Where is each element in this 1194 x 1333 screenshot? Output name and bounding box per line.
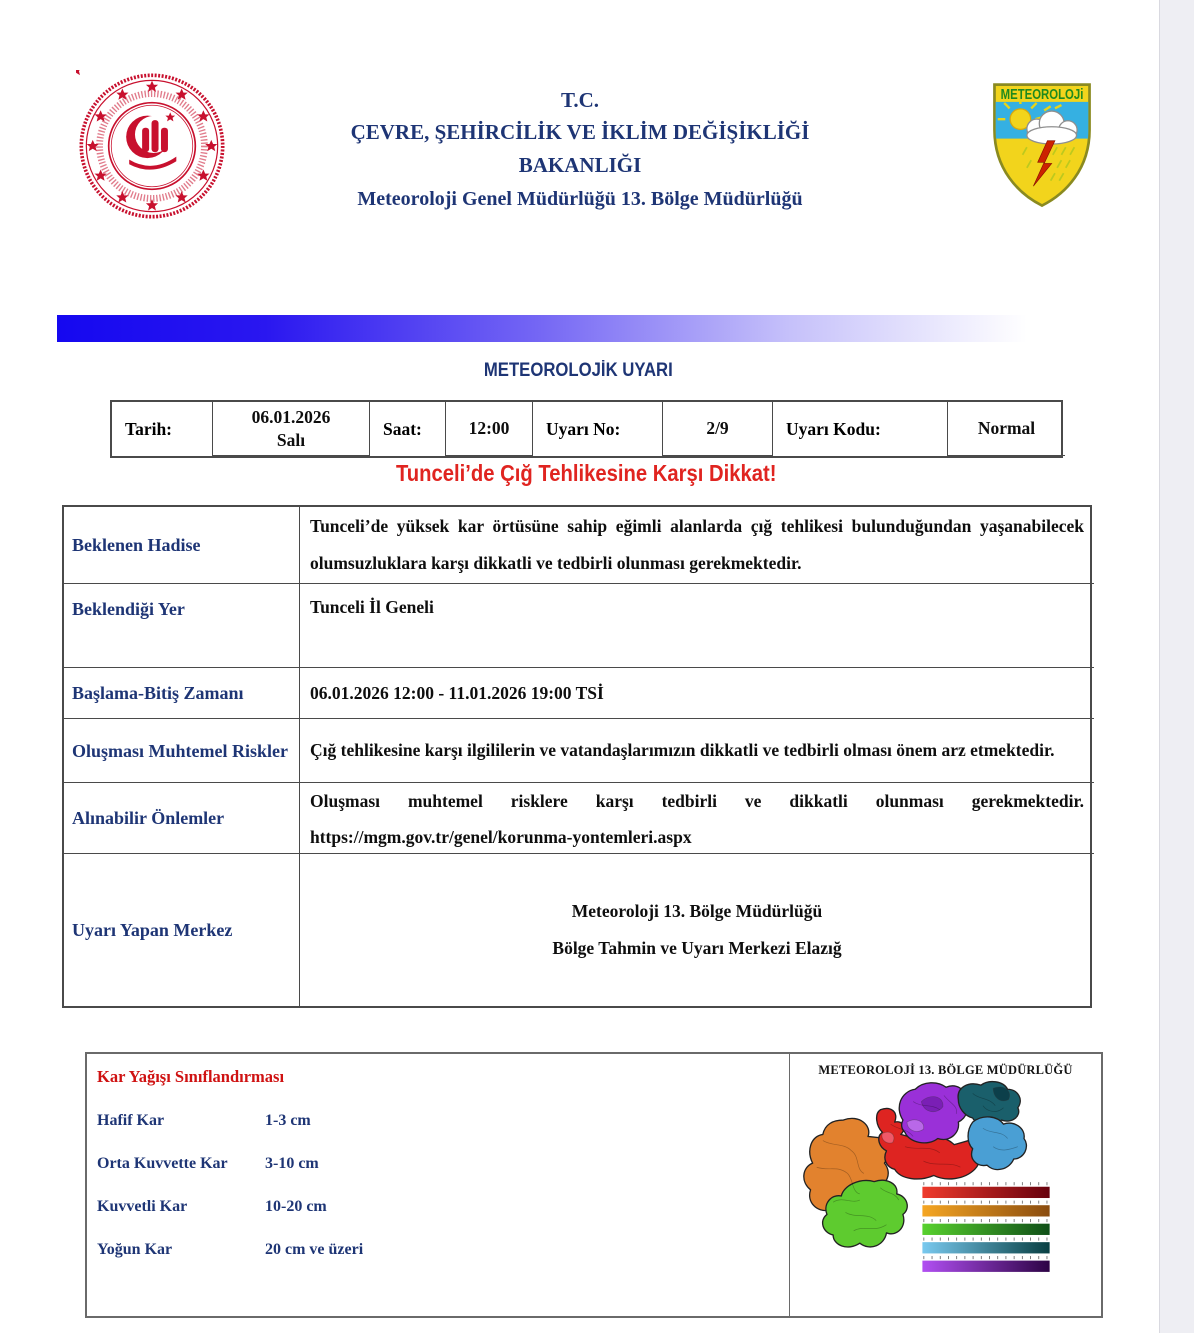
snow-classification-panel [87,1054,790,1316]
page-edge-strip [1159,0,1194,1333]
issuing-center-line1: Meteoroloji 13. Bölge Müdürlüğü [571,901,823,921]
warning-no-value: 2/9 [662,402,772,456]
region-map [792,1079,1100,1315]
snow-row-orta: Orta Kuvvette Kar 3-10 cm [97,1155,319,1172]
header-ministry-line2: BAKANLIĞI [518,153,642,177]
legend-bar-orange [922,1205,1049,1216]
snow-classification-title: Kar Yağışı Sınıflandırması [97,1067,285,1086]
map-region-blue [968,1117,1026,1170]
warning-code-value: Normal [947,402,1065,456]
warning-headline [110,460,1063,487]
snow-row-yogun: Yoğun Kar 20 cm ve üzeri [97,1241,364,1258]
header-department: Meteoroloji Genel Müdürlüğü 13. Bölge Müdürlüğü [357,188,803,210]
legend-bar-purple [922,1261,1049,1272]
snow-row-hafif: Hafif Kar 1-3 cm [97,1112,311,1129]
row-label-alinabilir-onlemler: Alınabilir Önlemler [64,783,300,854]
region-map-panel [790,1054,1101,1316]
legend-bar-green [922,1224,1049,1235]
row-value-baslama-bitis: 06.01.2026 12:00 - 11.01.2026 19:00 TSİ [300,668,1094,719]
row-value-beklendigi-yer: Tunceli İl Geneli [300,584,1094,668]
map-legend [922,1184,1049,1272]
row-value-beklenen-hadise: Tunceli’de yüksek kar örtüsüne sahip eğimli alanlarda çığ tehlikesi bulunduğundan yaşanabilecek olumsuzluklara karşı dikkatli ve tedbirli olunması gerekmektedir. [300,507,1094,584]
row-value-muhtemel-riskler: Çığ tehlikesine karşı ilgililerin ve vatandaşlarımızın dikkatli ve tedbirli olması önem arz etmektedir. [300,719,1094,783]
footer-box [85,1052,1103,1318]
region-map-title: METEOROLOJİ 13. BÖLGE MÜDÜRLÜĞÜ [818,1063,1073,1077]
warning-info-table [110,400,1063,458]
section-title-text: METEOROLOJİK UYARI [484,360,673,381]
warning-code-label: Uyarı Kodu: [772,402,947,456]
row-label-baslama-bitis: Başlama-Bitiş Zamanı [64,668,300,719]
time-value: 12:00 [445,402,532,456]
row-label-uyari-yapan-merkez: Uyarı Yapan Merkez [64,854,300,1006]
warning-no-label: Uyarı No: [532,402,662,456]
header-ministry-line1: ÇEVRE, ŞEHİRCİLİK VE İKLİM DEĞİŞİKLİĞİ [350,120,810,144]
date-label: Tarih: [125,418,173,439]
protection-methods-link[interactable]: https://mgm.gov.tr/genel/korunma-yontemleri.aspx [310,827,692,847]
snow-row-kuvvetli: Kuvvetli Kar 10-20 cm [97,1198,327,1215]
meteorology-logo [988,78,1096,210]
warning-details-table [62,505,1092,1008]
document-header [225,84,935,216]
shield-badge-text: METEOROLOJi [1000,85,1084,103]
row-label-muhtemel-riskler: Oluşması Muhtemel Riskler [64,719,300,783]
ministry-emblem-logo [76,70,228,222]
row-label-beklenen-hadise: Beklenen Hadise [64,507,300,584]
legend-bar-blue [922,1242,1049,1253]
row-value-alinabilir-onlemler: Oluşması muhtemel risklere karşı tedbirli ve dikkatli olunması gerekmektedir. https://mgm.gov.tr/genel/korunma-yontemleri.aspx [300,783,1094,854]
issuing-center-line2: Bölge Tahmin ve Uyarı Merkezi Elazığ [552,938,842,958]
row-label-beklendigi-yer: Beklendiği Yer [64,584,300,668]
date-value: 06.01.2026 Salı [212,402,369,456]
section-title [57,360,1100,382]
blue-gradient-bar [57,315,1100,342]
legend-bar-red [922,1187,1049,1198]
warning-headline-text: Tunceli’de Çığ Tehlikesine Karşı Dikkat! [396,460,777,486]
time-label: Saat: [369,402,445,456]
map-region-purple [899,1083,967,1143]
header-tc: T.C. [560,88,600,112]
row-value-uyari-yapan-merkez [300,854,1094,1006]
